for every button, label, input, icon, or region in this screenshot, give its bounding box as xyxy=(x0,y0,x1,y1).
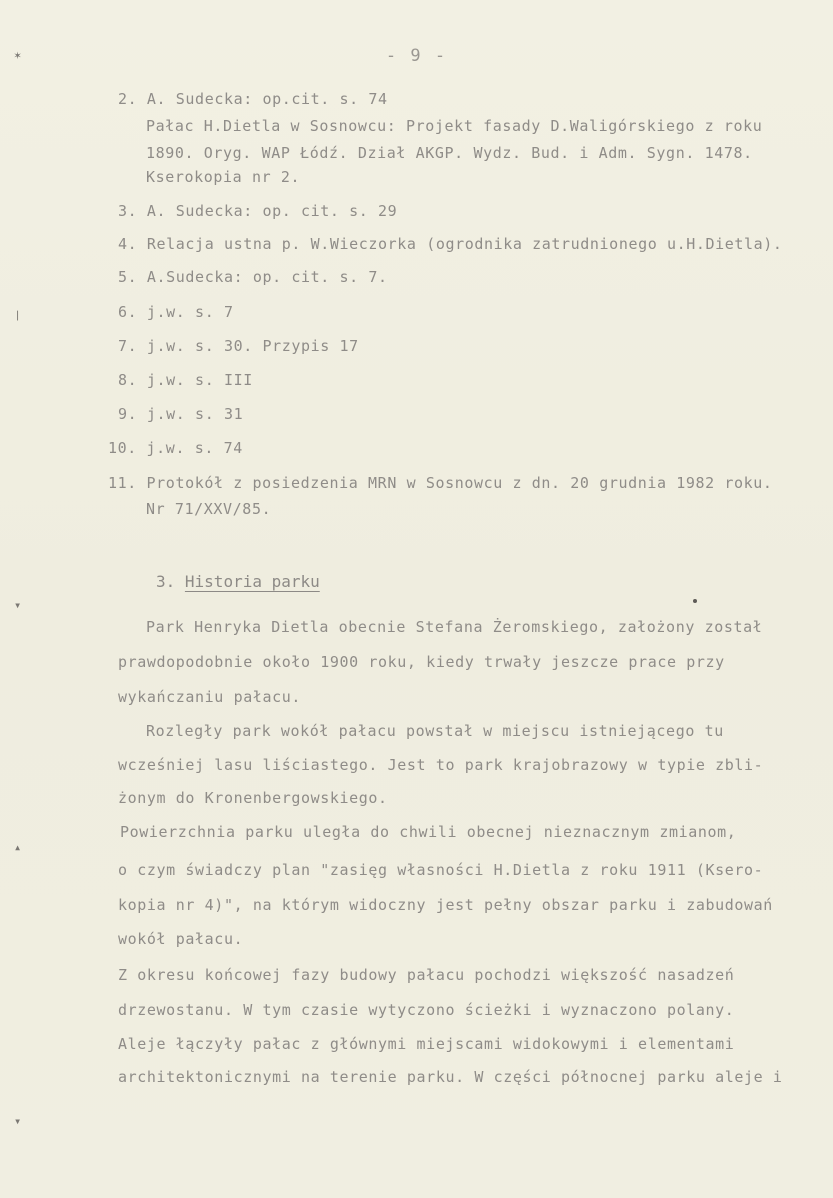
margin-mark-icon: ▾ xyxy=(14,598,22,612)
footnote-2-line: 1890. Oryg. WAP Łódź. Dział AKGP. Wydz. Bud. i Adm. Sygn. 1478. xyxy=(146,144,753,162)
footnote-10: 10. j.w. s. 74 xyxy=(108,439,243,457)
footnote-11: 11. Protokół z posiedzenia MRN w Sosnowcu z dn. 20 grudnia 1982 roku. xyxy=(108,474,773,492)
body-line: Park Henryka Dietla obecnie Stefana Żeromskiego, założony został xyxy=(146,618,763,636)
ink-speck-icon xyxy=(693,599,697,603)
body-line: architektonicznymi na terenie parku. W części północnej parku aleje i xyxy=(118,1068,783,1086)
body-line: prawdopodobnie około 1900 roku, kiedy trwały jeszcze prace przy xyxy=(118,653,725,671)
footnote-6: 6. j.w. s. 7 xyxy=(118,303,234,321)
body-line: Aleje łączyły pałac z głównymi miejscami widokowymi i elementami xyxy=(118,1035,735,1053)
margin-mark-icon: ❘ xyxy=(14,308,22,322)
body-line: wcześniej lasu liściastego. Jest to park krajobrazowy w typie zbli- xyxy=(118,756,764,774)
footnote-9: 9. j.w. s. 31 xyxy=(118,405,244,423)
body-line: wokół pałacu. xyxy=(118,930,244,948)
footnote-8: 8. j.w. s. III xyxy=(118,371,253,389)
footnote-4: 4. Relacja ustna p. W.Wieczorka (ogrodnika zatrudnionego u.H.Dietla). xyxy=(118,235,783,253)
footnote-11-line: Nr 71/XXV/85. xyxy=(146,500,272,518)
margin-mark-icon: ✶ xyxy=(14,48,22,62)
footnote-2-line: Kserokopia nr 2. xyxy=(146,168,301,186)
body-line: kopia nr 4)", na którym widoczny jest pełny obszar parku i zabudowań xyxy=(118,896,773,914)
body-line: o czym świadczy plan "zasięg własności H.Dietla z roku 1911 (Ksero- xyxy=(118,861,764,879)
margin-mark-icon: ▾ xyxy=(14,1114,22,1128)
body-line: żonym do Kronenbergowskiego. xyxy=(118,789,388,807)
body-line: wykańczaniu pałacu. xyxy=(118,688,301,706)
footnote-2: 2. A. Sudecka: op.cit. s. 74 xyxy=(118,90,388,108)
footnote-3: 3. A. Sudecka: op. cit. s. 29 xyxy=(118,202,398,220)
body-line: Z okresu końcowej fazy budowy pałacu pochodzi większość nasadzeń xyxy=(118,966,735,984)
body-line: Powierzchnia parku uległa do chwili obecnej nieznacznym zmianom, xyxy=(120,823,737,841)
footnote-5: 5. A.Sudecka: op. cit. s. 7. xyxy=(118,268,388,286)
body-line: Rozległy park wokół pałacu powstał w miejscu istniejącego tu xyxy=(146,722,724,740)
section-heading: 3. Historia parku xyxy=(156,572,320,591)
margin-mark-icon: ▴ xyxy=(14,840,22,854)
footnote-2-line: Pałac H.Dietla w Sosnowcu: Projekt fasady D.Waligórskiego z roku xyxy=(146,117,763,135)
page-number: - 9 - xyxy=(385,46,448,66)
footnote-7: 7. j.w. s. 30. Przypis 17 xyxy=(118,337,359,355)
body-line: drzewostanu. W tym czasie wytyczono ścieżki i wyznaczono polany. xyxy=(118,1001,735,1019)
